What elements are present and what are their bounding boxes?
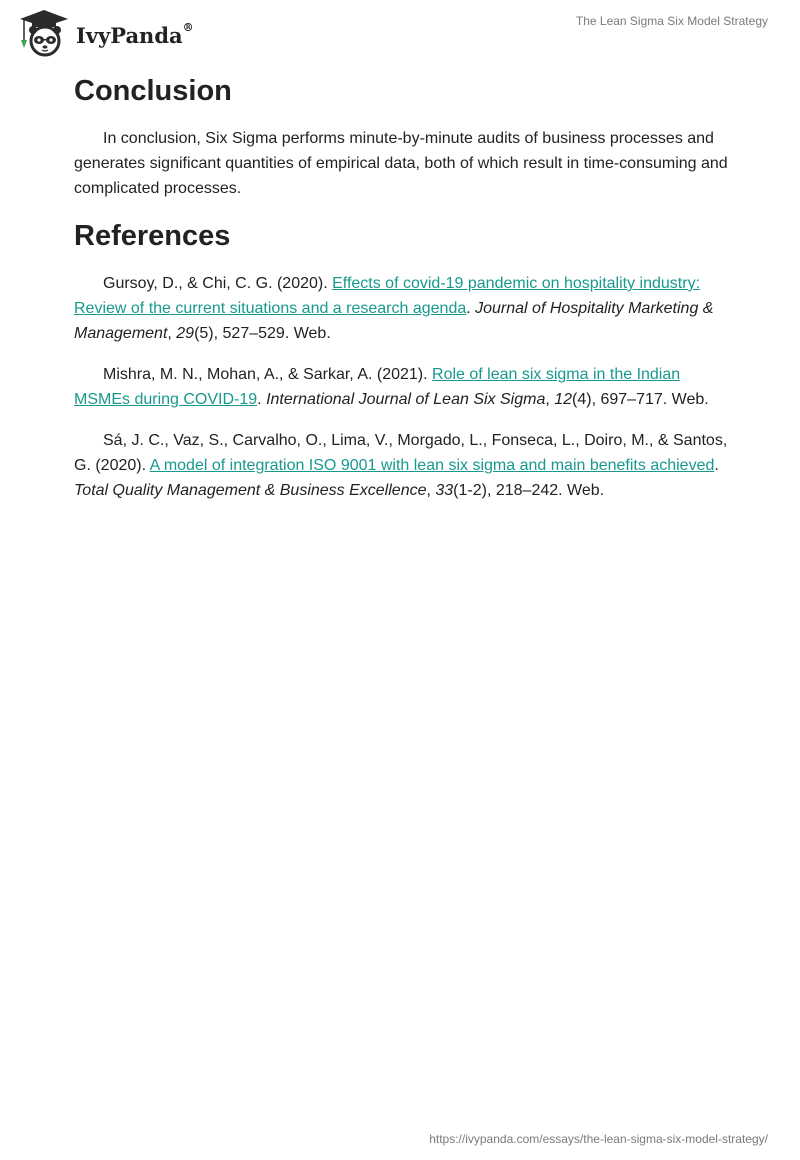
- reference-volume: 12: [554, 391, 573, 408]
- reference-issue-pages: (4), 697–717. Web.: [572, 391, 709, 408]
- reference-issue-pages: (1-2), 218–242. Web.: [453, 482, 605, 499]
- conclusion-heading: Conclusion: [74, 75, 232, 107]
- brand-name: [76, 20, 194, 48]
- reference-volume: 29: [176, 325, 195, 342]
- reference-after-link: .: [257, 391, 267, 408]
- reference-journal: Total Quality Management & Business Excellence: [74, 482, 427, 499]
- brand-name-text: IvyPanda: [76, 22, 183, 48]
- references-heading: References: [74, 220, 231, 252]
- registered-mark: ®: [182, 20, 194, 34]
- footer-url[interactable]: https://ivypanda.com/essays/the-lean-sigma-six-model-strategy/: [429, 1132, 768, 1146]
- reference-link[interactable]: Effects of covid-19 pandemic on hospitality industry: Review of the current situations and a research agenda: [74, 275, 701, 317]
- panda-graduate-icon: [14, 8, 74, 58]
- reference-after-link: .: [714, 457, 719, 474]
- reference-journal: Journal of Hospitality Marketing & Management: [74, 300, 714, 342]
- reference-after-link: .: [466, 300, 476, 317]
- reference-item: [74, 271, 730, 346]
- reference-separator: ,: [545, 391, 555, 408]
- reference-separator: ,: [167, 325, 177, 342]
- reference-separator: ,: [426, 482, 436, 499]
- document-body: [74, 72, 730, 503]
- reference-item: [74, 428, 730, 503]
- reference-issue-pages: (5), 527–529. Web.: [194, 325, 331, 342]
- reference-link[interactable]: A model of integration ISO 9001 with lean six sigma and main benefits achieved: [149, 457, 715, 474]
- reference-authors: Gursoy, D., & Chi, C. G. (2020).: [103, 275, 333, 292]
- reference-volume: 33: [435, 482, 454, 499]
- reference-authors: Mishra, M. N., Mohan, A., & Sarkar, A. (2021).: [103, 366, 433, 383]
- page-header: [0, 0, 800, 70]
- reference-authors: Sá, J. C., Vaz, S., Carvalho, O., Lima, V., Morgado, L., Fonseca, L., Doiro, M., & Santos, G. (2020).: [74, 432, 728, 474]
- running-title: The Lean Sigma Six Model Strategy: [575, 14, 768, 28]
- reference-journal: International Journal of Lean Six Sigma: [266, 391, 546, 408]
- ivypanda-logo[interactable]: [14, 8, 194, 58]
- conclusion-paragraph: In conclusion, Six Sigma performs minute-by-minute audits of business processes and generates significant quantities of empirical data, both of which result in time-consuming and complicated processes.: [74, 130, 728, 197]
- reference-item: [74, 362, 730, 412]
- reference-link[interactable]: Role of lean six sigma in the Indian MSMEs during COVID-19: [74, 366, 681, 408]
